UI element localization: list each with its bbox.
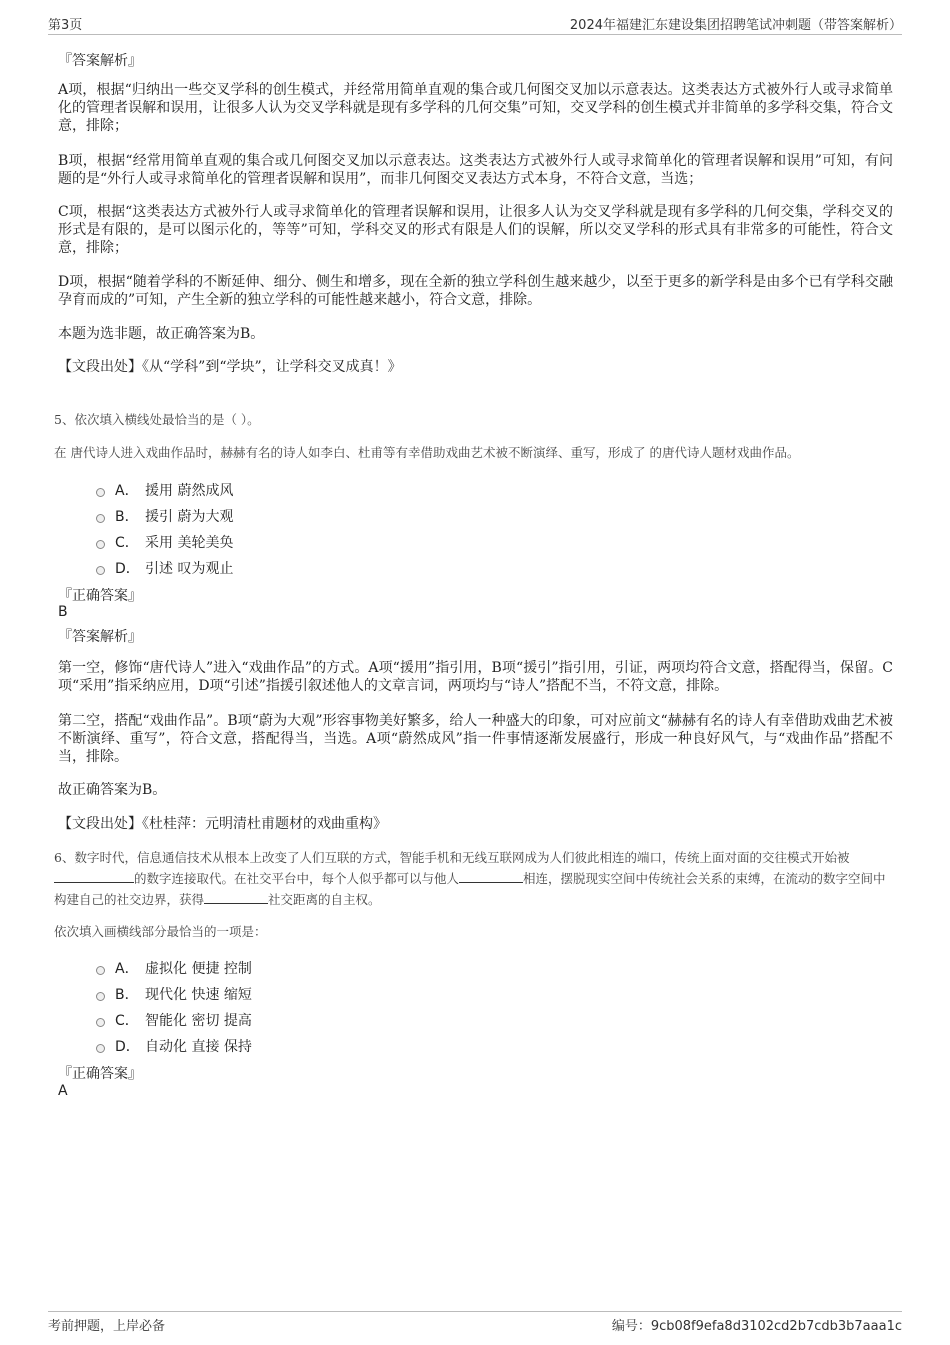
option-key: C． [115, 1013, 139, 1029]
option-text: 自动化 直接 保持 [145, 1039, 252, 1055]
q6-stem-part1: 6、数字时代，信息通信技术从根本上改变了人们互联的方式，智能手机和无线互联网成为人们彼此相连的端口，传统上面对面的交往模式开始被 [54, 850, 850, 865]
option-text: 采用 美轮美奂 [145, 535, 234, 551]
radio-icon[interactable] [96, 566, 105, 575]
option-text: 引述 叹为观止 [145, 561, 234, 577]
q5-analysis-label: 『答案解析』 [58, 629, 142, 645]
q5-analysis-1: 第一空，修饰“唐代诗人”进入“戏曲作品”的方式。A项“援用”指引用，B项“援引”指引用，引证，两项均符合文意，搭配得当，保留。C项“采用”指采纳应用，D项“引述”指援引叙述他人的文章言词，两项均与“诗人”搭配不当，不符文意，排除。 [58, 660, 893, 694]
q5-conclusion: 故正确答案为B。 [58, 782, 167, 798]
q6-option-a[interactable] [96, 958, 252, 978]
radio-icon[interactable] [96, 1018, 105, 1027]
q4-analysis-a: A项，根据“归纳出一些交叉学科的创生模式，并经常用简单直观的集合或几何图交叉加以示意表达。这类表达方式被外行人或寻求简单化的管理者误解和误用，让很多人认为交叉学科就是现有多学科的几何交集”可知，交叉学科的创生模式并非简单的多学科交集，符合文意，排除； [58, 82, 893, 134]
q6-option-b[interactable] [96, 984, 252, 1004]
q4-analysis-label: 『答案解析』 [58, 53, 142, 69]
q6-answer: A [58, 1083, 68, 1099]
q5-source: 【文段出处】《杜桂萍：元明清杜甫题材的戏曲重构》 [58, 816, 387, 832]
q6-blank-1 [54, 872, 134, 883]
page-number: 第3页 [48, 18, 83, 33]
document-id: 编号：9cb08f9efa8d3102cd2b7cdb3b7aaa1c [611, 1319, 902, 1334]
q6-prompt: 依次填入画横线部分最恰当的一项是： [54, 924, 267, 939]
footer-slogan: 考前押题，上岸必备 [48, 1319, 166, 1334]
q5-answer-label: 『正确答案』 [58, 588, 142, 604]
radio-icon[interactable] [96, 514, 105, 523]
q6-blank-3 [204, 893, 268, 904]
radio-icon[interactable] [96, 1044, 105, 1053]
option-text: 智能化 密切 提高 [145, 1013, 252, 1029]
q6-stem-part2: 的数字连接取代。在社交平台中，每个人似乎都可以与他人 [134, 871, 460, 886]
q5-option-d[interactable] [96, 558, 233, 578]
option-key: B． [115, 509, 139, 525]
q4-source: 【文段出处】《从“学科”到“学块”，让学科交叉成真！》 [58, 359, 402, 375]
q5-passage: 在 唐代诗人进入戏曲作品时，赫赫有名的诗人如李白、杜甫等有幸借助戏曲艺术被不断演绎、重写，形成了 的唐代诗人题材戏曲作品。 [54, 445, 800, 460]
q6-answer-label: 『正确答案』 [58, 1066, 142, 1082]
q5-stem: 5、依次填入横线处最恰当的是（ ）。 [54, 412, 260, 427]
q5-option-c[interactable] [96, 532, 233, 552]
option-key: C． [115, 535, 139, 551]
q5-option-b[interactable] [96, 506, 233, 526]
radio-icon[interactable] [96, 540, 105, 549]
option-key: A． [115, 483, 139, 499]
option-key: B． [115, 987, 139, 1003]
option-text: 援引 蔚为大观 [145, 509, 234, 525]
q4-analysis-d: D项，根据“随着学科的不断延伸、细分、侧生和增多，现在全新的独立学科创生越来越少，以至于更多的新学科是由多个已有学科交融孕育而成的”可知，产生全新的独立学科的可能性越来越小，符合文意，排除。 [58, 274, 893, 308]
page-footer [48, 1311, 902, 1336]
q4-analysis-c: C项，根据“这类表达方式被外行人或寻求简单化的管理者误解和误用，让很多人认为交叉学科就是现有多学科的几何交集，学科交叉的形式是有限的，是可以图示化的，等等”可知，学科交叉的形式有限是人们的误解，所以交叉学科的形式具有非常多的可能性，符合文意，排除； [58, 204, 893, 256]
q6-stem-part4: 社交距离的自主权。 [268, 892, 381, 907]
q6-option-c[interactable] [96, 1010, 252, 1030]
option-key: A． [115, 961, 139, 977]
q6-option-d[interactable] [96, 1036, 252, 1056]
q4-conclusion: 本题为选非题，故正确答案为B。 [58, 326, 265, 342]
q5-analysis-2: 第二空，搭配“戏曲作品”。B项“蔚为大观”形容事物美好繁多，给人一种盛大的印象，可对应前文“赫赫有名的诗人有幸借助戏曲艺术被不断演绎、重写”，符合文意，搭配得当，当选。A项“蔚然成风”指一件事情逐渐发展盛行，形成一种良好风气，与“戏曲作品”搭配不当，排除。 [58, 713, 893, 765]
radio-icon[interactable] [96, 966, 105, 975]
option-text: 虚拟化 便捷 控制 [145, 961, 252, 977]
option-text: 现代化 快速 缩短 [145, 987, 252, 1003]
q6-stem-part3: 相连，摆脱现实空间中传统社会关系的束缚，在流动的数字空间中构建自己的社交边界，获得 [54, 871, 886, 907]
option-text: 援用 蔚然成风 [145, 483, 234, 499]
page-header [48, 12, 902, 35]
q5-answer: B [58, 604, 68, 620]
q6-stem [54, 847, 896, 910]
q6-blank-2 [459, 872, 523, 883]
q4-analysis-b: B项，根据“经常用简单直观的集合或几何图交叉加以示意表达。这类表达方式被外行人或寻求简单化的管理者误解和误用”可知，有问题的是“外行人或寻求简单化的管理者误解和误用”，而非几何图交叉表达方式本身，不符合文意，当选； [58, 153, 893, 187]
document-title: 2024年福建汇东建设集团招聘笔试冲刺题（带答案解析） [569, 18, 902, 33]
option-key: D． [115, 1039, 140, 1055]
q5-option-a[interactable] [96, 480, 233, 500]
option-key: D． [115, 561, 140, 577]
radio-icon[interactable] [96, 488, 105, 497]
radio-icon[interactable] [96, 992, 105, 1001]
